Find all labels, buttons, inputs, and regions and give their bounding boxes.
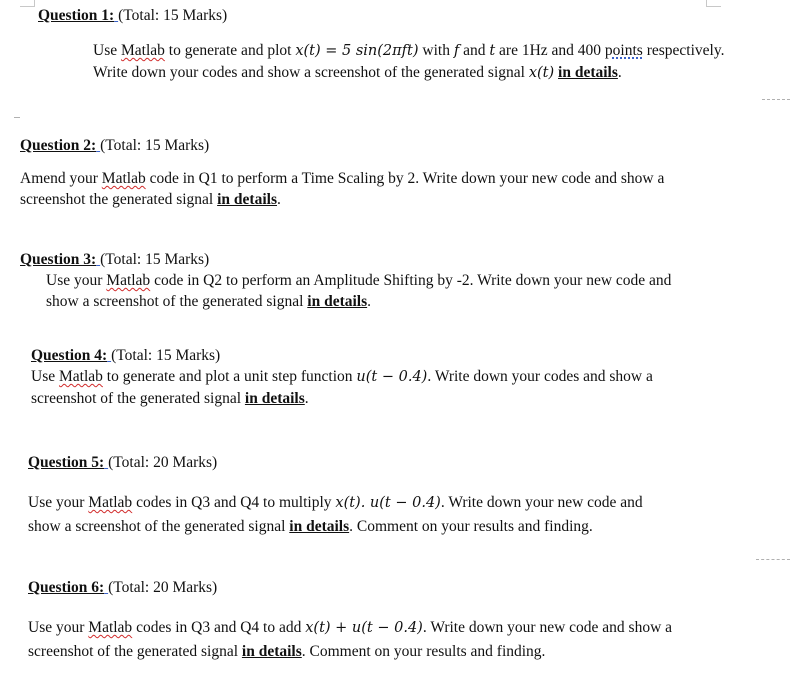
spellcheck-word-matlab: Matlab xyxy=(120,42,165,59)
emphasis-in-details: in details xyxy=(558,64,618,81)
question-3-text xyxy=(46,270,671,312)
spellcheck-word-matlab: Matlab xyxy=(88,619,133,636)
emphasis-in-details: in details xyxy=(307,293,368,310)
question-6-heading xyxy=(28,578,672,598)
question-2-text xyxy=(20,168,664,210)
question-5-text xyxy=(28,491,643,539)
question-1 xyxy=(38,6,724,84)
question-1-label: Question 1: xyxy=(38,7,115,24)
equation-sum: x(t) + u(t − 0.4) xyxy=(305,620,423,636)
margin-dash-mark xyxy=(762,99,790,101)
question-4-text xyxy=(31,366,653,409)
spellcheck-word-matlab: Matlab xyxy=(101,170,146,187)
question-3-line-1: Use your Matlab code in Q2 to perform an Amplitude Shifting by -2. Write down your new code and xyxy=(46,272,672,289)
question-6-label: Question 6: xyxy=(28,579,105,596)
grammar-check-word-points: points xyxy=(604,42,643,59)
question-2-heading xyxy=(20,136,664,156)
question-6-text xyxy=(28,616,672,664)
question-1-line-2: Write down your codes and show a screenshot of the generated signal x(t) in details. xyxy=(93,64,622,81)
emphasis-in-details: in details xyxy=(241,643,302,660)
question-5-marks: (Total: 20 Marks) xyxy=(108,454,218,471)
margin-dash-mark xyxy=(756,559,790,561)
emphasis-in-details: in details xyxy=(244,390,305,407)
question-4 xyxy=(31,346,653,409)
question-1-text xyxy=(93,40,724,84)
page-corner-mark-top-left xyxy=(20,0,35,7)
question-4-heading xyxy=(31,346,653,366)
question-3-line-2: show a screenshot of the generated signal in details. xyxy=(46,293,371,310)
question-3-marks: (Total: 15 Marks) xyxy=(100,251,210,268)
question-5-line-2: show a screenshot of the generated signal in details. Comment on your results and finding. xyxy=(28,518,593,535)
question-6-line-2: screenshot of the generated signal in details. Comment on your results and finding. xyxy=(28,643,546,660)
question-4-line-2: screenshot of the generated signal in details. xyxy=(31,390,309,407)
question-1-heading xyxy=(38,6,724,26)
spellcheck-word-matlab: Matlab xyxy=(106,272,151,289)
question-2-marks: (Total: 15 Marks) xyxy=(100,137,210,154)
emphasis-in-details: in details xyxy=(289,518,350,535)
question-4-marks: (Total: 15 Marks) xyxy=(111,347,221,364)
question-2-line-2: screenshot the generated signal in details. xyxy=(20,191,281,208)
question-6-marks: (Total: 20 Marks) xyxy=(108,579,218,596)
question-2-line-1: Amend your Matlab code in Q1 to perform a Time Scaling by 2. Write down your new code and show a xyxy=(20,170,665,187)
equation-product: x(t). u(t − 0.4) xyxy=(335,495,441,511)
question-5-line-1: Use your Matlab codes in Q3 and Q4 to multiply x(t). u(t − 0.4). Write down your new code and xyxy=(28,494,643,511)
spellcheck-word-matlab: Matlab xyxy=(58,368,103,385)
question-1-line-1: Use Matlab to generate and plot x(t) = 5 sin(2πft) with f and t are 1Hz and 400 points respectively. xyxy=(93,42,725,59)
question-3 xyxy=(20,250,671,312)
question-6-line-1: Use your Matlab codes in Q3 and Q4 to add x(t) + u(t − 0.4). Write down your new code and show a xyxy=(28,619,673,636)
question-5 xyxy=(28,453,643,539)
question-2-label: Question 2: xyxy=(20,137,97,154)
question-1-marks: (Total: 15 Marks) xyxy=(118,7,228,24)
question-4-label: Question 4: xyxy=(31,347,108,364)
question-5-heading xyxy=(28,453,643,473)
question-2 xyxy=(20,136,664,210)
question-3-label: Question 3: xyxy=(20,251,97,268)
equation-unit-step: u(t − 0.4) xyxy=(356,369,428,385)
margin-dash-mark xyxy=(14,117,20,119)
equation-x-of-t: x(t) = 5 sin(2πft) xyxy=(295,43,419,59)
question-4-line-1: Use Matlab to generate and plot a unit step function u(t − 0.4). Write down your codes and show a xyxy=(31,368,653,385)
spellcheck-word-matlab: Matlab xyxy=(88,494,133,511)
question-5-label: Question 5: xyxy=(28,454,105,471)
question-6 xyxy=(28,578,672,664)
question-3-heading xyxy=(20,250,671,270)
emphasis-in-details: in details xyxy=(217,191,277,208)
